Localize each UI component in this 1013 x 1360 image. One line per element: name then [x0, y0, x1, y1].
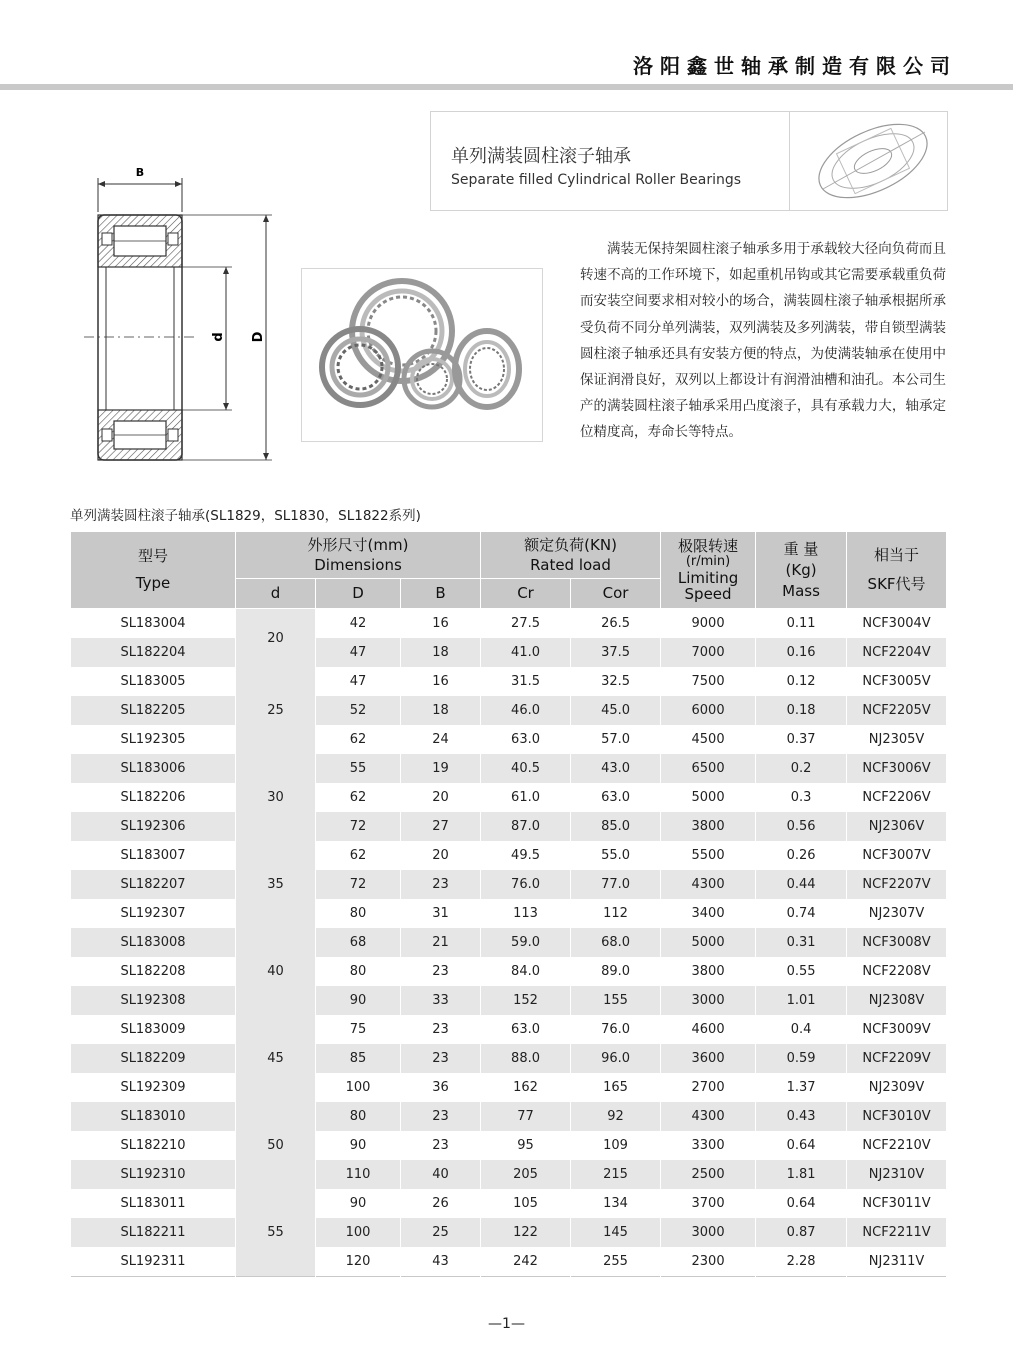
- cell-skf: NJ2310V: [847, 1160, 947, 1189]
- cell-width-B: 24: [401, 725, 481, 754]
- title-box: [430, 111, 948, 211]
- header-mass-zh: 重 量: [783, 539, 819, 558]
- cell-mass: 0.37: [756, 725, 847, 754]
- cell-Cor: 32.5: [571, 667, 661, 696]
- cell-speed: 2700: [661, 1073, 756, 1102]
- cell-Cor: 45.0: [571, 696, 661, 725]
- header-skf: [847, 532, 947, 609]
- cell-outer-D: 100: [316, 1073, 401, 1102]
- title-english: Separate filled Cylindrical Roller Bearings: [451, 172, 742, 188]
- cell-Cr: 122: [481, 1218, 571, 1247]
- header-type: [71, 532, 236, 609]
- table-row: [71, 812, 947, 841]
- table-row: [71, 1189, 947, 1218]
- cell-mass: 1.81: [756, 1160, 847, 1189]
- header-bar: [0, 84, 1013, 90]
- cell-mass: 0.31: [756, 928, 847, 957]
- cell-width-B: 16: [401, 667, 481, 696]
- cell-speed: 7500: [661, 667, 756, 696]
- cell-mass: 0.44: [756, 870, 847, 899]
- cell-type: SL183008: [71, 928, 236, 957]
- table-row: [71, 609, 947, 639]
- cell-bore-d: 25: [236, 667, 316, 754]
- header-load-zh: 额定负荷(KN): [524, 535, 617, 554]
- cell-skf: NCF2209V: [847, 1044, 947, 1073]
- cell-Cor: 37.5: [571, 638, 661, 667]
- cell-mass: 0.11: [756, 609, 847, 639]
- bearing-spec-table: [70, 531, 947, 1277]
- cell-Cor: 55.0: [571, 841, 661, 870]
- cell-outer-D: 80: [316, 1102, 401, 1131]
- cell-width-B: 23: [401, 957, 481, 986]
- table-row: [71, 1073, 947, 1102]
- table-row: [71, 1015, 947, 1044]
- cell-speed: 3700: [661, 1189, 756, 1218]
- cell-type: SL183010: [71, 1102, 236, 1131]
- cell-width-B: 43: [401, 1247, 481, 1277]
- cell-width-B: 36: [401, 1073, 481, 1102]
- cell-Cr: 40.5: [481, 754, 571, 783]
- cell-outer-D: 72: [316, 870, 401, 899]
- cell-Cor: 255: [571, 1247, 661, 1277]
- cell-width-B: 26: [401, 1189, 481, 1218]
- cell-Cor: 112: [571, 899, 661, 928]
- cell-Cr: 205: [481, 1160, 571, 1189]
- cell-type: SL183004: [71, 609, 236, 639]
- cell-skf: NJ2305V: [847, 725, 947, 754]
- cell-width-B: 18: [401, 638, 481, 667]
- cell-width-B: 25: [401, 1218, 481, 1247]
- cell-mass: 0.74: [756, 899, 847, 928]
- cell-type: SL192311: [71, 1247, 236, 1277]
- cell-type: SL183006: [71, 754, 236, 783]
- cell-mass: 0.64: [756, 1131, 847, 1160]
- cell-type: SL182205: [71, 696, 236, 725]
- header-type-en: Type: [135, 574, 171, 592]
- table-row: [71, 957, 947, 986]
- cell-width-B: 23: [401, 1044, 481, 1073]
- cell-type: SL182211: [71, 1218, 236, 1247]
- cell-speed: 3000: [661, 1218, 756, 1247]
- header-Cor: Cor: [571, 579, 661, 609]
- header-speed-en2: Speed: [684, 585, 732, 603]
- header-D: D: [316, 579, 401, 609]
- cell-bore-d: 35: [236, 841, 316, 928]
- cell-Cr: 84.0: [481, 957, 571, 986]
- cell-speed: 3000: [661, 986, 756, 1015]
- cell-outer-D: 62: [316, 725, 401, 754]
- cell-outer-D: 52: [316, 696, 401, 725]
- cell-type: SL182208: [71, 957, 236, 986]
- cell-width-B: 23: [401, 1015, 481, 1044]
- table-row: [71, 1044, 947, 1073]
- cell-mass: 0.2: [756, 754, 847, 783]
- cell-type: SL182209: [71, 1044, 236, 1073]
- product-description: 满装无保持架圆柱滚子轴承多用于承载较大径向负荷而且转速不高的工作环境下，如起重机吊钩或其它需要承载重负荷而安装空间要求相对较小的场合，满装圆柱滚子轴承根据所承受负荷不同分单列满装，双列满装及多列满装，带自锁型满装圆柱滚子轴承还具有安装方便的特点，为使满装轴承在使用中保证润滑良好，双列以上都设计有润滑油槽和油孔。本公司生产的满装圆柱滚子轴承采用凸度滚子，具有承载力大，轴承定位精度高，寿命长等特点。: [580, 241, 946, 441]
- header-speed-en1: Limiting: [677, 569, 739, 587]
- cell-outer-D: 47: [316, 638, 401, 667]
- header-mass-en: Mass: [782, 581, 820, 600]
- cell-outer-D: 62: [316, 841, 401, 870]
- cell-mass: 0.87: [756, 1218, 847, 1247]
- cell-type: SL183011: [71, 1189, 236, 1218]
- cell-width-B: 33: [401, 986, 481, 1015]
- cell-outer-D: 42: [316, 609, 401, 639]
- cell-outer-D: 47: [316, 667, 401, 696]
- cell-skf: NCF3006V: [847, 754, 947, 783]
- cell-outer-D: 68: [316, 928, 401, 957]
- cell-Cor: 77.0: [571, 870, 661, 899]
- cell-type: SL182210: [71, 1131, 236, 1160]
- cell-mass: 0.18: [756, 696, 847, 725]
- header-d: d: [236, 579, 316, 609]
- title-divider: [789, 112, 790, 210]
- cell-speed: 4600: [661, 1015, 756, 1044]
- table-caption: 单列满装圆柱滚子轴承(SL1829，SL1830，SL1822系列): [70, 508, 421, 524]
- cell-skf: NCF3007V: [847, 841, 947, 870]
- cell-speed: 7000: [661, 638, 756, 667]
- cell-outer-D: 110: [316, 1160, 401, 1189]
- spec-table-body: [71, 609, 947, 1277]
- cell-type: SL182206: [71, 783, 236, 812]
- cell-type: SL192310: [71, 1160, 236, 1189]
- cell-width-B: 18: [401, 696, 481, 725]
- cell-Cor: 96.0: [571, 1044, 661, 1073]
- cell-speed: 4300: [661, 870, 756, 899]
- header-speed-zh: 极限转速: [678, 537, 739, 555]
- cell-Cor: 85.0: [571, 812, 661, 841]
- cell-speed: 3800: [661, 812, 756, 841]
- cell-bore-d: 40: [236, 928, 316, 1015]
- cell-skf: NCF2210V: [847, 1131, 947, 1160]
- cell-skf: NCF3009V: [847, 1015, 947, 1044]
- cell-type: SL192309: [71, 1073, 236, 1102]
- cell-bore-d: 45: [236, 1015, 316, 1102]
- cell-outer-D: 120: [316, 1247, 401, 1277]
- header-speed-unit: (r/min): [685, 554, 731, 569]
- title-chinese: 单列满装圆柱滚子轴承: [451, 146, 631, 167]
- cell-width-B: 27: [401, 812, 481, 841]
- cell-Cr: 46.0: [481, 696, 571, 725]
- cell-outer-D: 100: [316, 1218, 401, 1247]
- bearing-cross-section-diagram: [80, 160, 280, 470]
- cell-width-B: 31: [401, 899, 481, 928]
- cell-type: SL182204: [71, 638, 236, 667]
- cell-speed: 9000: [661, 609, 756, 639]
- cell-type: SL192307: [71, 899, 236, 928]
- cell-Cr: 31.5: [481, 667, 571, 696]
- page-number: —1—: [488, 1316, 525, 1332]
- cell-Cor: 57.0: [571, 725, 661, 754]
- cell-mass: 2.28: [756, 1247, 847, 1277]
- header-dimensions: [236, 532, 481, 579]
- cell-type: SL192308: [71, 986, 236, 1015]
- cell-type: SL183007: [71, 841, 236, 870]
- cell-bore-d: 50: [236, 1102, 316, 1189]
- cell-Cor: 215: [571, 1160, 661, 1189]
- table-row: [71, 1218, 947, 1247]
- cell-Cor: 109: [571, 1131, 661, 1160]
- cell-outer-D: 80: [316, 899, 401, 928]
- dim-label-d: d: [211, 332, 226, 342]
- cell-bore-d: 55: [236, 1189, 316, 1277]
- company-name: 洛阳鑫世轴承制造有限公司: [633, 54, 957, 78]
- table-row: [71, 1102, 947, 1131]
- cell-mass: 1.37: [756, 1073, 847, 1102]
- cell-skf: NCF2204V: [847, 638, 947, 667]
- cell-mass: 0.3: [756, 783, 847, 812]
- cell-speed: 2300: [661, 1247, 756, 1277]
- cell-type: SL183005: [71, 667, 236, 696]
- header-dims-en: Dimensions: [314, 555, 402, 574]
- cell-Cor: 89.0: [571, 957, 661, 986]
- cell-Cr: 49.5: [481, 841, 571, 870]
- cell-skf: NCF2206V: [847, 783, 947, 812]
- cell-Cr: 77: [481, 1102, 571, 1131]
- dim-label-B: B: [135, 166, 145, 179]
- cell-type: SL192306: [71, 812, 236, 841]
- cell-Cr: 242: [481, 1247, 571, 1277]
- cell-Cr: 88.0: [481, 1044, 571, 1073]
- cell-Cr: 59.0: [481, 928, 571, 957]
- cell-outer-D: 80: [316, 957, 401, 986]
- cell-Cor: 68.0: [571, 928, 661, 957]
- table-row: [71, 841, 947, 870]
- header-skf-zh: 相当于: [874, 546, 920, 564]
- cell-speed: 6000: [661, 696, 756, 725]
- header-speed: [661, 532, 756, 609]
- cell-bore-d: 30: [236, 754, 316, 841]
- header-mass-unit: (Kg): [785, 560, 817, 579]
- table-row: [71, 1160, 947, 1189]
- cell-width-B: 21: [401, 928, 481, 957]
- cell-mass: 0.64: [756, 1189, 847, 1218]
- cell-Cr: 76.0: [481, 870, 571, 899]
- table-row: [71, 725, 947, 754]
- cell-outer-D: 55: [316, 754, 401, 783]
- table-row: [71, 667, 947, 696]
- cell-Cr: 152: [481, 986, 571, 1015]
- header-load-en: Rated load: [530, 555, 611, 574]
- cell-Cr: 162: [481, 1073, 571, 1102]
- cell-outer-D: 90: [316, 1189, 401, 1218]
- cell-speed: 2500: [661, 1160, 756, 1189]
- cell-mass: 1.01: [756, 986, 847, 1015]
- cell-skf: NCF2207V: [847, 870, 947, 899]
- cell-width-B: 23: [401, 870, 481, 899]
- cell-Cor: 63.0: [571, 783, 661, 812]
- cell-outer-D: 90: [316, 986, 401, 1015]
- cell-skf: NJ2311V: [847, 1247, 947, 1277]
- header-Cr: Cr: [481, 579, 571, 609]
- cell-speed: 5000: [661, 783, 756, 812]
- cell-skf: NCF3004V: [847, 609, 947, 639]
- cell-outer-D: 62: [316, 783, 401, 812]
- cell-speed: 4300: [661, 1102, 756, 1131]
- cell-mass: 0.55: [756, 957, 847, 986]
- cell-Cor: 155: [571, 986, 661, 1015]
- table-row: [71, 696, 947, 725]
- cell-Cor: 134: [571, 1189, 661, 1218]
- table-row: [71, 870, 947, 899]
- header-type-zh: 型号: [137, 547, 168, 565]
- cell-type: SL192305: [71, 725, 236, 754]
- cell-Cr: 95: [481, 1131, 571, 1160]
- header-B: B: [401, 579, 481, 609]
- table-row: [71, 899, 947, 928]
- cell-outer-D: 90: [316, 1131, 401, 1160]
- cell-type: SL183009: [71, 1015, 236, 1044]
- cell-Cor: 26.5: [571, 609, 661, 639]
- table-row: [71, 1247, 947, 1277]
- cell-Cor: 165: [571, 1073, 661, 1102]
- cell-width-B: 23: [401, 1131, 481, 1160]
- cell-skf: NCF3005V: [847, 667, 947, 696]
- cell-Cr: 61.0: [481, 783, 571, 812]
- cell-Cr: 63.0: [481, 725, 571, 754]
- cell-skf: NJ2308V: [847, 986, 947, 1015]
- cell-Cor: 145: [571, 1218, 661, 1247]
- bearings-photo-illustration: [302, 269, 542, 441]
- bearings-photo: [301, 268, 543, 442]
- cell-Cor: 76.0: [571, 1015, 661, 1044]
- cell-mass: 0.4: [756, 1015, 847, 1044]
- cell-type: SL182207: [71, 870, 236, 899]
- cell-mass: 0.26: [756, 841, 847, 870]
- cell-skf: NCF3008V: [847, 928, 947, 957]
- cell-outer-D: 72: [316, 812, 401, 841]
- cell-mass: 0.12: [756, 667, 847, 696]
- cell-mass: 0.56: [756, 812, 847, 841]
- cell-bore-d: 20: [236, 609, 316, 668]
- cell-width-B: 20: [401, 841, 481, 870]
- cell-Cr: 63.0: [481, 1015, 571, 1044]
- table-row: [71, 1131, 947, 1160]
- cell-skf: NJ2306V: [847, 812, 947, 841]
- cell-width-B: 19: [401, 754, 481, 783]
- cell-skf: NJ2309V: [847, 1073, 947, 1102]
- cell-width-B: 16: [401, 609, 481, 639]
- cell-skf: NCF2211V: [847, 1218, 947, 1247]
- cell-speed: 6500: [661, 754, 756, 783]
- cell-speed: 4500: [661, 725, 756, 754]
- header-mass: [756, 532, 847, 609]
- cell-Cor: 43.0: [571, 754, 661, 783]
- cell-width-B: 40: [401, 1160, 481, 1189]
- cell-speed: 5500: [661, 841, 756, 870]
- cell-Cr: 41.0: [481, 638, 571, 667]
- cell-Cor: 92: [571, 1102, 661, 1131]
- bearing-sketch-illustration: [803, 114, 943, 208]
- table-row: [71, 754, 947, 783]
- cell-speed: 3600: [661, 1044, 756, 1073]
- cell-mass: 0.59: [756, 1044, 847, 1073]
- cell-mass: 0.43: [756, 1102, 847, 1131]
- cell-speed: 3800: [661, 957, 756, 986]
- cell-skf: NJ2307V: [847, 899, 947, 928]
- cell-width-B: 23: [401, 1102, 481, 1131]
- cell-Cr: 113: [481, 899, 571, 928]
- cell-mass: 0.16: [756, 638, 847, 667]
- cell-outer-D: 85: [316, 1044, 401, 1073]
- header-rated-load: [481, 532, 661, 579]
- dim-label-D: D: [251, 331, 266, 343]
- table-row: [71, 783, 947, 812]
- header-skf-en: SKF代号: [867, 575, 926, 593]
- cell-skf: NCF2205V: [847, 696, 947, 725]
- cell-skf: NCF3011V: [847, 1189, 947, 1218]
- header-dims-zh: 外形尺寸(mm): [307, 535, 409, 554]
- cell-speed: 3300: [661, 1131, 756, 1160]
- cell-skf: NCF2208V: [847, 957, 947, 986]
- cell-Cr: 105: [481, 1189, 571, 1218]
- cell-speed: 3400: [661, 899, 756, 928]
- table-row: [71, 928, 947, 957]
- cell-skf: NCF3010V: [847, 1102, 947, 1131]
- cell-outer-D: 75: [316, 1015, 401, 1044]
- cell-Cr: 27.5: [481, 609, 571, 639]
- cell-speed: 5000: [661, 928, 756, 957]
- table-row: [71, 986, 947, 1015]
- cell-Cr: 87.0: [481, 812, 571, 841]
- table-row: [71, 638, 947, 667]
- cell-width-B: 20: [401, 783, 481, 812]
